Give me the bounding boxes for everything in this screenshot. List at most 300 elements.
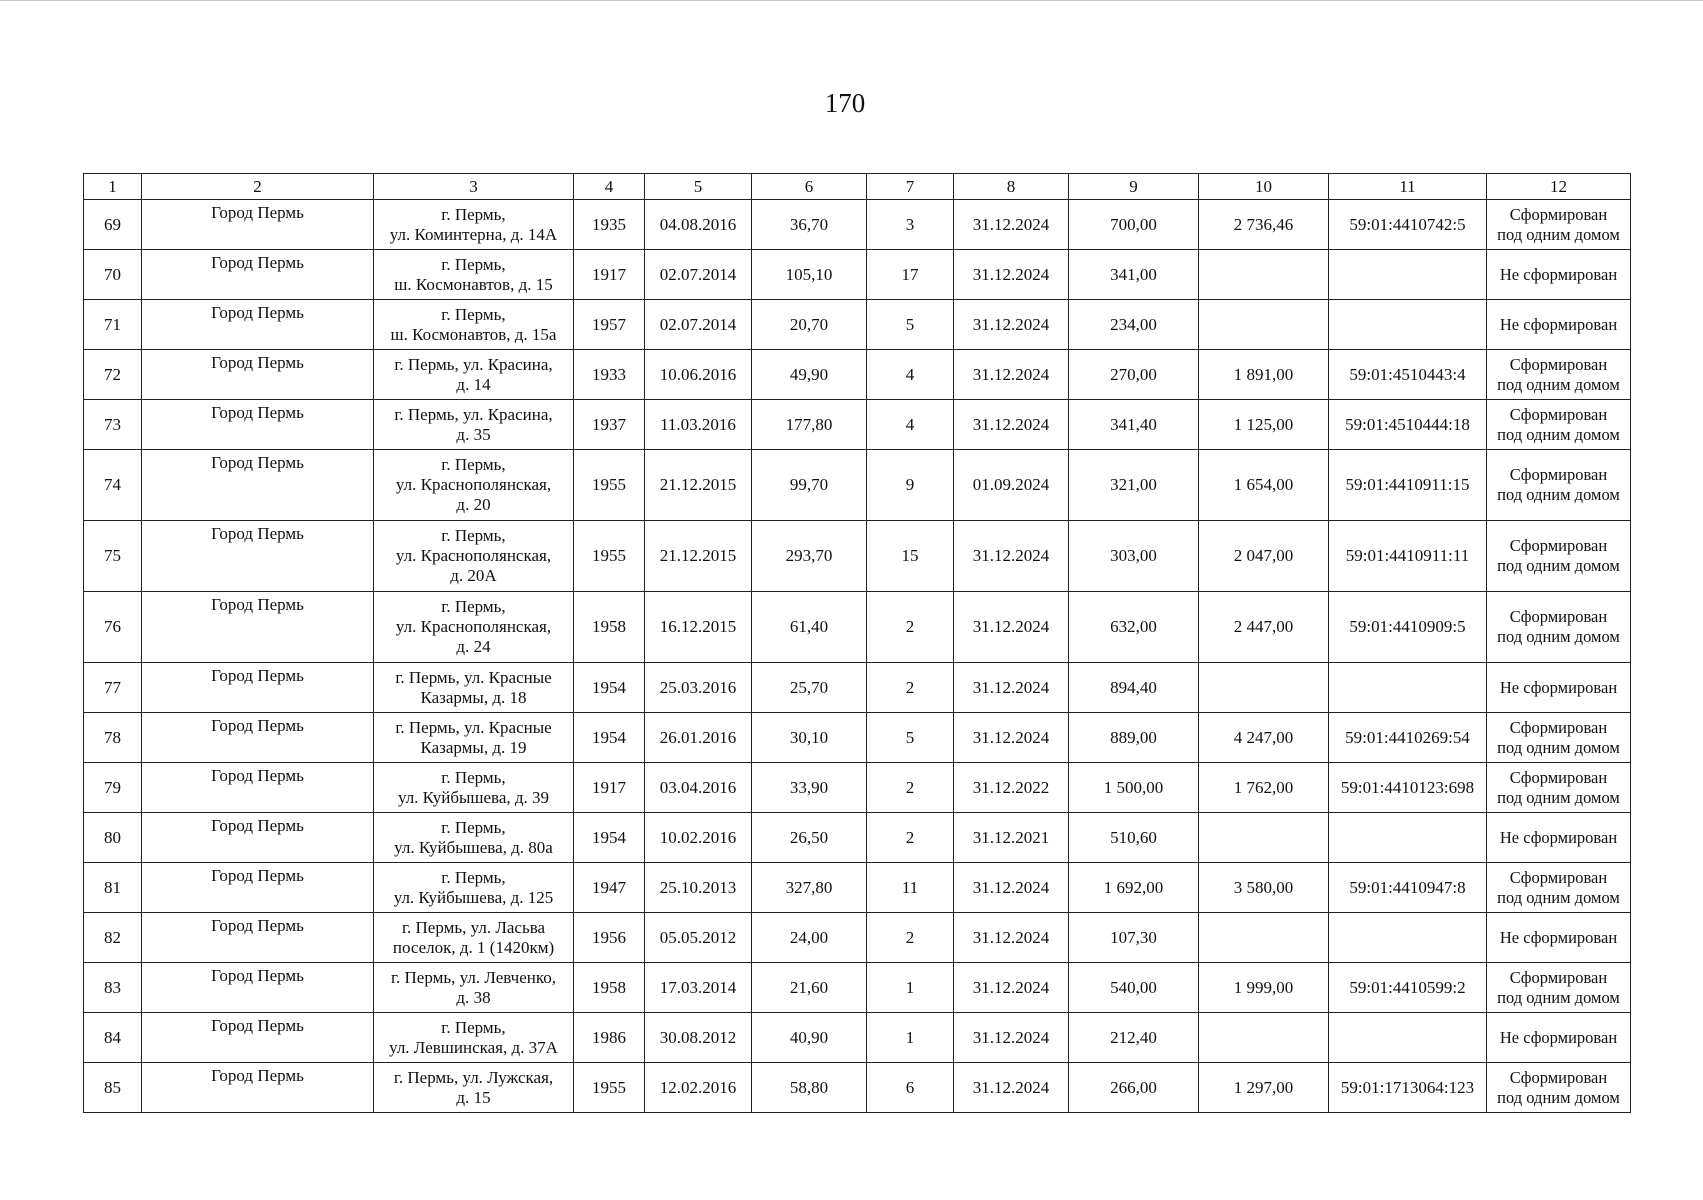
- address-cell: [374, 813, 574, 863]
- table-row: [84, 1063, 1631, 1113]
- value-col9-cell: 266,00: [1069, 1063, 1199, 1113]
- address-line: г. Пермь,: [441, 817, 506, 837]
- year-built-cell: 1937: [574, 400, 645, 450]
- municipality-cell: Город Пермь: [142, 963, 374, 1013]
- municipality-cell: Город Пермь: [142, 713, 374, 763]
- value-col10-cell: 2 736,46: [1199, 200, 1329, 250]
- year-built-cell: 1956: [574, 913, 645, 963]
- decision-date-cell: 25.03.2016: [645, 663, 752, 713]
- year-built-cell: 1954: [574, 663, 645, 713]
- table-row: [84, 713, 1631, 763]
- column-header: 11: [1329, 174, 1487, 200]
- page-top-edge: [0, 0, 1703, 1]
- value-col9-cell: 1 692,00: [1069, 863, 1199, 913]
- cadastral-number-cell: 59:01:4410909:5: [1329, 592, 1487, 663]
- cadastral-number-cell: 59:01:4410911:11: [1329, 521, 1487, 592]
- area-cell: 33,90: [752, 763, 867, 813]
- table-row: [84, 521, 1631, 592]
- value-col10-cell: [1199, 663, 1329, 713]
- address-line: г. Пермь,: [441, 767, 506, 787]
- resettlement-deadline-cell: 31.12.2024: [954, 400, 1069, 450]
- residents-count-cell: 4: [867, 350, 954, 400]
- decision-date-cell: 12.02.2016: [645, 1063, 752, 1113]
- year-built-cell: 1947: [574, 863, 645, 913]
- address-line: г. Пермь,: [441, 254, 506, 274]
- column-header: 7: [867, 174, 954, 200]
- address-cell: [374, 913, 574, 963]
- column-header: 8: [954, 174, 1069, 200]
- column-header: 12: [1487, 174, 1631, 200]
- value-col10-cell: 1 654,00: [1199, 450, 1329, 521]
- address-line: г. Пермь,: [441, 1017, 506, 1037]
- land-plot-status-cell: [1487, 350, 1631, 400]
- address-line: ул. Краснополянская,: [395, 475, 552, 494]
- status-line: под одним домом: [1497, 485, 1620, 504]
- resettlement-deadline-cell: 31.12.2024: [954, 1013, 1069, 1063]
- value-col10-cell: [1199, 300, 1329, 350]
- table-row: [84, 913, 1631, 963]
- resettlement-deadline-cell: 31.12.2024: [954, 250, 1069, 300]
- table-row: [84, 200, 1631, 250]
- address-cell: [374, 450, 574, 521]
- decision-date-cell: 11.03.2016: [645, 400, 752, 450]
- municipality-cell: Город Пермь: [142, 863, 374, 913]
- row-number-cell: 73: [84, 400, 142, 450]
- cadastral-number-cell: [1329, 250, 1487, 300]
- municipality-cell: Город Пермь: [142, 350, 374, 400]
- resettlement-deadline-cell: 31.12.2021: [954, 813, 1069, 863]
- residents-count-cell: 1: [867, 1013, 954, 1063]
- table-row: [84, 300, 1631, 350]
- land-plot-status-cell: [1487, 713, 1631, 763]
- column-header: 2: [142, 174, 374, 200]
- value-col9-cell: 540,00: [1069, 963, 1199, 1013]
- status-line: Не сформирован: [1499, 927, 1618, 947]
- page-number: 170: [824, 88, 866, 118]
- address-line: г. Пермь, ул. Красные: [395, 667, 552, 687]
- area-cell: 36,70: [752, 200, 867, 250]
- status-line: под одним домом: [1497, 787, 1620, 807]
- column-header: 9: [1069, 174, 1199, 200]
- value-col10-cell: 1 999,00: [1199, 963, 1329, 1013]
- address-line: г. Пермь, ул. Левченко,: [390, 967, 557, 987]
- address-line: д. 20А: [450, 566, 497, 585]
- land-plot-status-cell: [1487, 1013, 1631, 1063]
- decision-date-cell: 03.04.2016: [645, 763, 752, 813]
- cadastral-number-cell: [1329, 300, 1487, 350]
- land-plot-status-cell: [1487, 400, 1631, 450]
- address-line: поселок, д. 1 (1420км): [392, 937, 555, 957]
- table-row: [84, 813, 1631, 863]
- year-built-cell: 1958: [574, 963, 645, 1013]
- address-cell: [374, 300, 574, 350]
- value-col9-cell: 632,00: [1069, 592, 1199, 663]
- cadastral-number-cell: [1329, 663, 1487, 713]
- year-built-cell: 1958: [574, 592, 645, 663]
- area-cell: 99,70: [752, 450, 867, 521]
- land-plot-status-cell: [1487, 200, 1631, 250]
- value-col9-cell: 889,00: [1069, 713, 1199, 763]
- address-line: г. Пермь,: [441, 597, 506, 616]
- decision-date-cell: 21.12.2015: [645, 521, 752, 592]
- year-built-cell: 1954: [574, 713, 645, 763]
- value-col10-cell: 1 762,00: [1199, 763, 1329, 813]
- address-line: г. Пермь, ул. Красина,: [394, 354, 553, 374]
- address-line: г. Пермь,: [441, 304, 506, 324]
- residents-count-cell: 2: [867, 592, 954, 663]
- land-plot-status-cell: [1487, 963, 1631, 1013]
- value-col10-cell: 2 447,00: [1199, 592, 1329, 663]
- value-col10-cell: [1199, 913, 1329, 963]
- value-col9-cell: 341,40: [1069, 400, 1199, 450]
- status-line: Сформирован: [1509, 967, 1608, 987]
- row-number-cell: 82: [84, 913, 142, 963]
- address-cell: [374, 592, 574, 663]
- residents-count-cell: 17: [867, 250, 954, 300]
- table-row: [84, 863, 1631, 913]
- table-row: [84, 350, 1631, 400]
- area-cell: 24,00: [752, 913, 867, 963]
- row-number-cell: 74: [84, 450, 142, 521]
- resettlement-deadline-cell: 31.12.2024: [954, 863, 1069, 913]
- year-built-cell: 1935: [574, 200, 645, 250]
- area-cell: 40,90: [752, 1013, 867, 1063]
- address-line: Казармы, д. 18: [420, 687, 527, 707]
- address-cell: [374, 521, 574, 592]
- value-col9-cell: 341,00: [1069, 250, 1199, 300]
- address-line: д. 14: [456, 374, 491, 394]
- status-line: под одним домом: [1497, 987, 1620, 1007]
- status-line: под одним домом: [1497, 737, 1620, 757]
- address-cell: [374, 400, 574, 450]
- column-header: 4: [574, 174, 645, 200]
- address-line: г. Пермь, ул. Ласьва: [401, 917, 546, 937]
- decision-date-cell: 16.12.2015: [645, 592, 752, 663]
- address-cell: [374, 863, 574, 913]
- residents-count-cell: 11: [867, 863, 954, 913]
- cadastral-number-cell: 59:01:4510444:18: [1329, 400, 1487, 450]
- value-col10-cell: [1199, 250, 1329, 300]
- resettlement-deadline-cell: 31.12.2024: [954, 913, 1069, 963]
- status-line: Не сформирован: [1499, 314, 1618, 334]
- address-cell: [374, 663, 574, 713]
- table-row: [84, 250, 1631, 300]
- status-line: под одним домом: [1497, 887, 1620, 907]
- address-line: ул. Краснополянская,: [395, 617, 552, 636]
- column-header: 10: [1199, 174, 1329, 200]
- year-built-cell: 1986: [574, 1013, 645, 1063]
- status-line: Сформирован: [1509, 536, 1608, 555]
- cadastral-number-cell: [1329, 813, 1487, 863]
- status-line: Сформирован: [1509, 1067, 1608, 1087]
- row-number-cell: 71: [84, 300, 142, 350]
- cadastral-number-cell: 59:01:4410911:15: [1329, 450, 1487, 521]
- value-col10-cell: [1199, 813, 1329, 863]
- address-line: ш. Космонавтов, д. 15: [394, 274, 553, 294]
- address-line: г. Пермь,: [441, 204, 506, 224]
- row-number-cell: 77: [84, 663, 142, 713]
- decision-date-cell: 10.02.2016: [645, 813, 752, 863]
- municipality-cell: Город Пермь: [142, 200, 374, 250]
- row-number-cell: 78: [84, 713, 142, 763]
- address-line: д. 35: [456, 424, 491, 444]
- year-built-cell: 1955: [574, 521, 645, 592]
- address-line: ш. Космонавтов, д. 15а: [390, 324, 557, 344]
- row-number-cell: 81: [84, 863, 142, 913]
- land-plot-status-cell: [1487, 250, 1631, 300]
- value-col9-cell: 700,00: [1069, 200, 1199, 250]
- status-line: под одним домом: [1497, 224, 1620, 244]
- area-cell: 30,10: [752, 713, 867, 763]
- status-line: Сформирован: [1509, 404, 1608, 424]
- land-plot-status-cell: [1487, 300, 1631, 350]
- municipality-cell: Город Пермь: [142, 250, 374, 300]
- table-row: [84, 450, 1631, 521]
- residents-count-cell: 4: [867, 400, 954, 450]
- resettlement-deadline-cell: 31.12.2024: [954, 963, 1069, 1013]
- address-line: ул. Куйбышева, д. 39: [397, 787, 550, 807]
- cadastral-number-cell: 59:01:4410599:2: [1329, 963, 1487, 1013]
- row-number-cell: 76: [84, 592, 142, 663]
- decision-date-cell: 02.07.2014: [645, 250, 752, 300]
- residents-count-cell: 5: [867, 713, 954, 763]
- address-cell: [374, 250, 574, 300]
- cadastral-number-cell: 59:01:4410947:8: [1329, 863, 1487, 913]
- municipality-cell: Город Пермь: [142, 400, 374, 450]
- status-line: Не сформирован: [1499, 264, 1618, 284]
- value-col9-cell: 234,00: [1069, 300, 1199, 350]
- resettlement-deadline-cell: 31.12.2024: [954, 713, 1069, 763]
- status-line: Не сформирован: [1499, 1027, 1618, 1047]
- value-col10-cell: 1 125,00: [1199, 400, 1329, 450]
- status-line: под одним домом: [1497, 374, 1620, 394]
- decision-date-cell: 17.03.2014: [645, 963, 752, 1013]
- municipality-cell: Город Пермь: [142, 521, 374, 592]
- decision-date-cell: 30.08.2012: [645, 1013, 752, 1063]
- status-line: Не сформирован: [1499, 827, 1618, 847]
- address-cell: [374, 1013, 574, 1063]
- year-built-cell: 1933: [574, 350, 645, 400]
- area-cell: 61,40: [752, 592, 867, 663]
- area-cell: 177,80: [752, 400, 867, 450]
- value-col9-cell: 321,00: [1069, 450, 1199, 521]
- residents-count-cell: 6: [867, 1063, 954, 1113]
- value-col10-cell: 1 297,00: [1199, 1063, 1329, 1113]
- status-line: под одним домом: [1497, 1087, 1620, 1107]
- municipality-cell: Город Пермь: [142, 763, 374, 813]
- table-body: [84, 200, 1631, 1113]
- area-cell: 58,80: [752, 1063, 867, 1113]
- decision-date-cell: 04.08.2016: [645, 200, 752, 250]
- address-line: г. Пермь, ул. Лужская,: [393, 1067, 554, 1087]
- value-col10-cell: 3 580,00: [1199, 863, 1329, 913]
- row-number-cell: 75: [84, 521, 142, 592]
- status-line: Сформирован: [1509, 867, 1608, 887]
- area-cell: 25,70: [752, 663, 867, 713]
- row-number-cell: 83: [84, 963, 142, 1013]
- column-header: 3: [374, 174, 574, 200]
- housing-register-table: [83, 173, 1631, 1113]
- status-line: под одним домом: [1497, 424, 1620, 444]
- area-cell: 105,10: [752, 250, 867, 300]
- cadastral-number-cell: 59:01:4410269:54: [1329, 713, 1487, 763]
- address-line: ул. Левшинская, д. 37А: [389, 1037, 558, 1057]
- address-line: д. 38: [456, 987, 491, 1007]
- residents-count-cell: 1: [867, 963, 954, 1013]
- land-plot-status-cell: [1487, 521, 1631, 592]
- value-col9-cell: 510,60: [1069, 813, 1199, 863]
- value-col10-cell: 4 247,00: [1199, 713, 1329, 763]
- decision-date-cell: 25.10.2013: [645, 863, 752, 913]
- address-line: ул. Куйбышева, д. 125: [393, 887, 554, 907]
- land-plot-status-cell: [1487, 913, 1631, 963]
- municipality-cell: Город Пермь: [142, 913, 374, 963]
- table-row: [84, 763, 1631, 813]
- resettlement-deadline-cell: 31.12.2024: [954, 200, 1069, 250]
- year-built-cell: 1955: [574, 450, 645, 521]
- cadastral-number-cell: 59:01:1713064:123: [1329, 1063, 1487, 1113]
- decision-date-cell: 05.05.2012: [645, 913, 752, 963]
- address-line: ул. Куйбышева, д. 80а: [394, 837, 553, 857]
- column-header: 5: [645, 174, 752, 200]
- row-number-cell: 84: [84, 1013, 142, 1063]
- value-col9-cell: 212,40: [1069, 1013, 1199, 1063]
- table-row: [84, 963, 1631, 1013]
- address-line: д. 24: [456, 637, 491, 656]
- address-line: г. Пермь, ул. Красина,: [394, 404, 553, 424]
- residents-count-cell: 5: [867, 300, 954, 350]
- resettlement-deadline-cell: 31.12.2024: [954, 300, 1069, 350]
- residents-count-cell: 15: [867, 521, 954, 592]
- year-built-cell: 1917: [574, 763, 645, 813]
- residents-count-cell: 2: [867, 663, 954, 713]
- value-col10-cell: [1199, 1013, 1329, 1063]
- address-line: д. 20: [456, 495, 491, 514]
- land-plot-status-cell: [1487, 450, 1631, 521]
- address-cell: [374, 350, 574, 400]
- resettlement-deadline-cell: 31.12.2024: [954, 521, 1069, 592]
- area-cell: 26,50: [752, 813, 867, 863]
- status-line: Не сформирован: [1499, 677, 1618, 697]
- value-col9-cell: 1 500,00: [1069, 763, 1199, 813]
- row-number-cell: 79: [84, 763, 142, 813]
- table-row: [84, 1013, 1631, 1063]
- row-number-cell: 85: [84, 1063, 142, 1113]
- address-cell: [374, 713, 574, 763]
- value-col9-cell: 107,30: [1069, 913, 1199, 963]
- residents-count-cell: 9: [867, 450, 954, 521]
- cadastral-number-cell: 59:01:4510443:4: [1329, 350, 1487, 400]
- value-col10-cell: 1 891,00: [1199, 350, 1329, 400]
- address-line: г. Пермь,: [441, 526, 506, 545]
- cadastral-number-cell: [1329, 1013, 1487, 1063]
- status-line: Сформирован: [1509, 767, 1608, 787]
- residents-count-cell: 2: [867, 763, 954, 813]
- year-built-cell: 1955: [574, 1063, 645, 1113]
- address-cell: [374, 763, 574, 813]
- residents-count-cell: 3: [867, 200, 954, 250]
- resettlement-deadline-cell: 31.12.2024: [954, 350, 1069, 400]
- address-cell: [374, 963, 574, 1013]
- decision-date-cell: 02.07.2014: [645, 300, 752, 350]
- municipality-cell: Город Пермь: [142, 1013, 374, 1063]
- cadastral-number-cell: 59:01:4410742:5: [1329, 200, 1487, 250]
- address-cell: [374, 200, 574, 250]
- land-plot-status-cell: [1487, 663, 1631, 713]
- year-built-cell: 1954: [574, 813, 645, 863]
- row-number-cell: 72: [84, 350, 142, 400]
- cadastral-number-cell: 59:01:4410123:698: [1329, 763, 1487, 813]
- decision-date-cell: 26.01.2016: [645, 713, 752, 763]
- address-line: ул. Коминтерна, д. 14А: [389, 224, 558, 244]
- column-header: 6: [752, 174, 867, 200]
- row-number-cell: 69: [84, 200, 142, 250]
- decision-date-cell: 10.06.2016: [645, 350, 752, 400]
- status-line: Сформирован: [1509, 607, 1608, 626]
- area-cell: 21,60: [752, 963, 867, 1013]
- decision-date-cell: 21.12.2015: [645, 450, 752, 521]
- municipality-cell: Город Пермь: [142, 300, 374, 350]
- status-line: под одним домом: [1497, 556, 1620, 575]
- residents-count-cell: 2: [867, 813, 954, 863]
- column-number-row: [84, 174, 1631, 200]
- municipality-cell: Город Пермь: [142, 813, 374, 863]
- residents-count-cell: 2: [867, 913, 954, 963]
- year-built-cell: 1957: [574, 300, 645, 350]
- address-line: ул. Краснополянская,: [395, 546, 552, 565]
- area-cell: 49,90: [752, 350, 867, 400]
- municipality-cell: Город Пермь: [142, 592, 374, 663]
- area-cell: 293,70: [752, 521, 867, 592]
- cadastral-number-cell: [1329, 913, 1487, 963]
- municipality-cell: Город Пермь: [142, 450, 374, 521]
- land-plot-status-cell: [1487, 763, 1631, 813]
- resettlement-deadline-cell: 31.12.2024: [954, 1063, 1069, 1113]
- resettlement-deadline-cell: 31.12.2022: [954, 763, 1069, 813]
- status-line: Сформирован: [1509, 465, 1608, 484]
- address-line: д. 15: [456, 1087, 491, 1107]
- area-cell: 327,80: [752, 863, 867, 913]
- municipality-cell: Город Пермь: [142, 1063, 374, 1113]
- address-line: г. Пермь,: [441, 867, 506, 887]
- status-line: Сформирован: [1509, 354, 1608, 374]
- land-plot-status-cell: [1487, 813, 1631, 863]
- value-col10-cell: 2 047,00: [1199, 521, 1329, 592]
- resettlement-deadline-cell: 01.09.2024: [954, 450, 1069, 521]
- address-line: г. Пермь, ул. Красные: [395, 717, 552, 737]
- municipality-cell: Город Пермь: [142, 663, 374, 713]
- land-plot-status-cell: [1487, 592, 1631, 663]
- table-row: [84, 592, 1631, 663]
- row-number-cell: 70: [84, 250, 142, 300]
- land-plot-status-cell: [1487, 1063, 1631, 1113]
- column-header: 1: [84, 174, 142, 200]
- address-cell: [374, 1063, 574, 1113]
- year-built-cell: 1917: [574, 250, 645, 300]
- row-number-cell: 80: [84, 813, 142, 863]
- address-line: Казармы, д. 19: [420, 737, 527, 757]
- status-line: под одним домом: [1497, 627, 1620, 646]
- resettlement-deadline-cell: 31.12.2024: [954, 592, 1069, 663]
- value-col9-cell: 303,00: [1069, 521, 1199, 592]
- table-row: [84, 663, 1631, 713]
- resettlement-deadline-cell: 31.12.2024: [954, 663, 1069, 713]
- status-line: Сформирован: [1509, 204, 1608, 224]
- value-col9-cell: 270,00: [1069, 350, 1199, 400]
- address-line: г. Пермь,: [441, 455, 506, 474]
- status-line: Сформирован: [1509, 717, 1608, 737]
- land-plot-status-cell: [1487, 863, 1631, 913]
